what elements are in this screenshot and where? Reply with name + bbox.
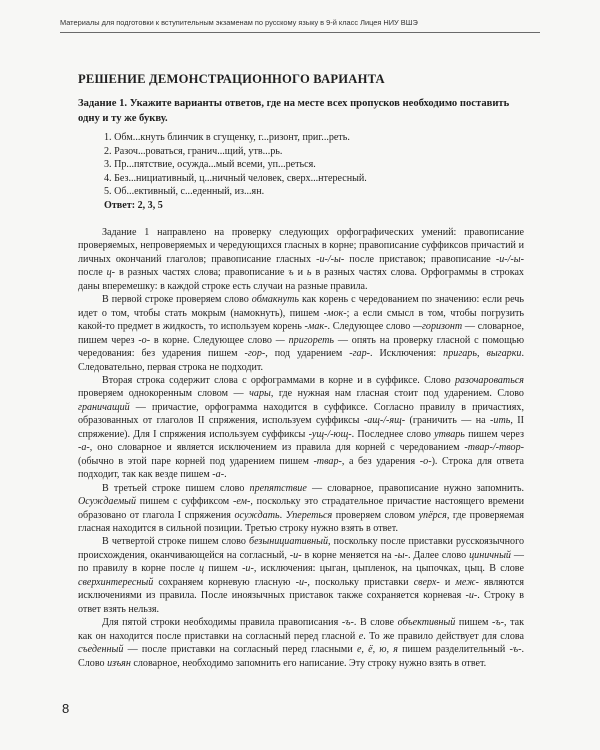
header-divider <box>60 32 540 33</box>
task-statement: Задание 1. Укажите варианты ответов, где на месте всех пропусков необходимо поставить одну и ту же букву. <box>78 98 510 124</box>
running-header: Материалы для подготовки к вступительным экзаменам по русскому языку в 9-й класс Лицея НИУ ВШЭ <box>60 18 418 27</box>
option-item: 1. Обм...кнуть блинчик в сгущенку, г...ризонт, приг...реть. <box>104 132 350 143</box>
option-item: 2. Разоч...роваться, гранич...щий, утв...рь. <box>104 145 283 157</box>
section-title: РЕШЕНИЕ ДЕМОНСТРАЦИОННОГО ВАРИАНТА <box>78 72 385 86</box>
option-item: 5. Об...ективный, с...еденный, из...ян. <box>104 186 265 198</box>
option-item: 3. Пр...пятствие, осужда...мый всеми, уп...реться. <box>104 159 316 171</box>
body-paragraph: Задание 1 направлено на проверку следующих орфографических умений: правописание проверяемых, непроверяемых и чередующихся гласных в корне; правописание суффиксов причастий и личных окончаний глаголов; правописание гласных -и-/-ы- после приставок; правописание -и-/-ы- после ц- в разных частях слова; правописание ъ и ь в разных частях слова. Орфограммы в строках даны вперемешку: в каждой строке есть случаи на разные правила. В первой строке проверяем слово обмакнуть как корень с чередованием по значению: если речь идет о том, чтобы стать мокрым (намокнуть), пишем -мок-; а если смысл в том, чтобы погрузить какой-то предмет в жидкость, то используем корень -мак-. Следующее слово —горизонт — словарное, пишем через -о- в корне. Следующее слово — пригореть — опять на проверку гласной с помощью чередования: без ударения пишем -гор-, под ударением -гар-. Исключения: пригарь, выгарки. Следовательно, первая строка не подходит. Вторая строка содержит слова с орфограммами в корне и в суффиксе. Слово разочароваться проверяем однокоренным словом — чары, где нужная нам гласная стоит под ударением. Слово граничащий — причастие, орфограмма находится в суффиксе. Согласно правилу в причастиях, образованных от глаголов II спряжения, используем суффиксы -ащ-/-ящ- (граничить — на -ить, II спряжение). Для I спряжения используем суффиксы -ущ-/-ющ-. Последнее слово утварь пишем через -а-, оно словарное и является исключением из правила для корней с чередованием -твар-/-твор- (обычно в этой паре корней под ударением пишем -твар-, а без ударения -о-). Строка для ответа подходит, так как везде пишем -а-. В третьей строке пишем слово препятствие — словарное, правописание нужно запомнить. Осуждаемый пишем с суффиксом -ем-, поскольку это страдательное причастие настоящего времени образовано от глагола I спряжения осуждать. Упереться проверяем словом упёрся, где проверяемая гласная находится в сильной позиции. Третью строку нужно взять в ответ. В четвертой строке пишем слово безынициативный, поскольку после приставки русскоязычного происхождения, оканчивающейся на согласный, -и- в корне меняется на -ы-. Далее слово циничный — по правилу в корне после ц пишем -и-, исключения: цыган, цыпленок, на цыпочках, цыц. В слове сверхинтересный сохраняем корневую гласную -и-, поскольку приставки сверх- и меж- являются исключениями из правила. После иноязычных приставок также сохраняется корневая -и-. Строку в ответ взять нельзя. Для пятой строки необходимы правила правописания -ъ-. В слове объективный пишем -ъ-, так как он находится после приставки на согласный перед гласной е. То же правило действует для слова съеденный — после приставки на согласный перед гласными е, ё, ю, я пишем разделительный -ъ-. Слово изъян словарное, необходимо запомнить его написание. Эту строку нужно взять в ответ. <box>78 227 525 669</box>
option-item: 4. Без...нициативный, ц...ничный человек, сверх...нтересный. <box>104 172 367 184</box>
answer-options <box>104 131 524 213</box>
page-number: 8 <box>62 701 70 716</box>
answer-line: Ответ: 2, 3, 5 <box>104 199 163 211</box>
